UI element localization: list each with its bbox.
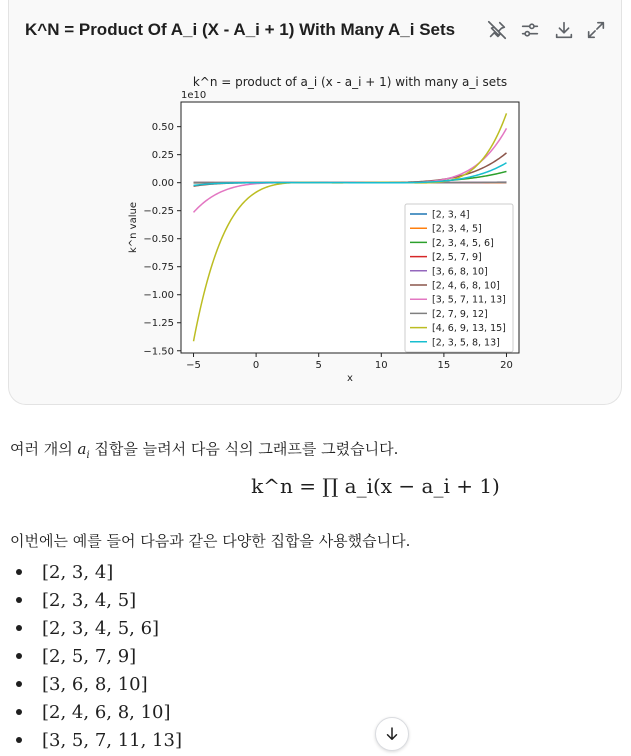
set-text: [2, 3, 4, 5, 6] — [42, 617, 160, 639]
y-tick-label: 0.00 — [151, 178, 174, 190]
bullet-dot — [16, 653, 22, 659]
bullet-dot — [16, 625, 22, 631]
y-axis-label: k^n value — [128, 201, 139, 254]
pin-off-icon[interactable] — [486, 19, 508, 41]
x-tick-label: 20 — [500, 360, 513, 371]
y-tick-label: −1.50 — [143, 346, 174, 358]
set-list — [12, 558, 182, 754]
x-tick-label: 0 — [252, 360, 260, 371]
legend-label: [3, 5, 7, 11, 13] — [432, 294, 506, 306]
intro-sub: i — [86, 450, 90, 461]
set-list-item — [12, 614, 182, 642]
legend-label: [2, 5, 7, 9] — [432, 252, 482, 264]
set-text: [3, 5, 7, 11, 13] — [42, 729, 182, 751]
intro-text-after: 집합을 늘려서 다음 식의 그래프를 그렸습니다. — [89, 440, 399, 458]
intro-var: a — [77, 440, 87, 458]
y-tick-label: −1.25 — [143, 318, 174, 330]
scroll-down-button[interactable] — [375, 717, 409, 751]
set-list-item — [12, 726, 182, 754]
set-text: [2, 4, 6, 8, 10] — [42, 701, 171, 723]
bullet-dot — [16, 681, 22, 687]
x-tick-label: 5 — [315, 360, 322, 371]
y-offset-label: 1e10 — [181, 90, 207, 101]
set-list-item — [12, 642, 182, 670]
y-tick-label: −0.50 — [143, 234, 174, 246]
card-title: K^N = Product Of A_i (X - A_i + 1) With Many A_i Sets — [25, 20, 456, 39]
set-list-item — [12, 558, 182, 586]
x-axis-label: x — [347, 373, 353, 384]
intro-text-before: 여러 개의 — [10, 440, 78, 458]
x-tick-label: −5 — [186, 360, 201, 371]
set-list-item — [12, 670, 182, 698]
chart-title: k^n = product of a_i (x - a_i + 1) with many a_i sets — [192, 75, 508, 89]
sliders-icon[interactable] — [519, 19, 541, 41]
set-list-item — [12, 586, 182, 614]
chart-card — [8, 0, 622, 405]
y-tick-label: −0.75 — [143, 262, 174, 274]
y-tick-label: 0.50 — [151, 122, 174, 134]
legend-label: [2, 3, 4, 5] — [432, 223, 482, 235]
set-list-item — [12, 698, 182, 726]
x-tick-label: 15 — [437, 360, 451, 371]
set-text: [2, 3, 4, 5] — [42, 589, 137, 611]
download-icon[interactable] — [553, 19, 575, 41]
legend-label: [2, 3, 4, 5, 6] — [432, 237, 494, 249]
set-text: [2, 3, 4] — [42, 561, 114, 583]
bullet-dot — [16, 597, 22, 603]
second-paragraph: 이번에는 예를 들어 다음과 같은 다양한 집합을 사용했습니다. — [10, 532, 411, 550]
x-tick-label: 10 — [374, 360, 388, 371]
y-tick-label: 0.25 — [151, 150, 174, 162]
bullet-dot — [16, 569, 22, 575]
set-text: [3, 6, 8, 10] — [42, 673, 148, 695]
legend-label: [2, 4, 6, 8, 10] — [432, 280, 500, 292]
formula — [0, 474, 631, 498]
formula-text: k^n = ∏ a_i(x − a_i + 1) — [251, 474, 500, 498]
expand-icon[interactable] — [585, 19, 607, 41]
legend-label: [4, 6, 9, 13, 15] — [432, 323, 506, 335]
arrow-down-icon — [383, 725, 401, 743]
legend-label: [3, 6, 8, 10] — [432, 266, 488, 278]
bullet-dot — [16, 737, 22, 743]
intro-paragraph — [10, 438, 398, 461]
bullet-dot — [16, 709, 22, 715]
legend-label: [2, 7, 9, 12] — [432, 308, 488, 320]
line-chart — [109, 70, 529, 390]
set-text: [2, 5, 7, 9] — [42, 645, 137, 667]
y-tick-label: −0.25 — [143, 206, 174, 218]
legend-label: [2, 3, 4] — [432, 209, 470, 221]
y-tick-label: −1.00 — [143, 290, 174, 302]
legend-label: [2, 3, 5, 8, 13] — [432, 337, 500, 349]
